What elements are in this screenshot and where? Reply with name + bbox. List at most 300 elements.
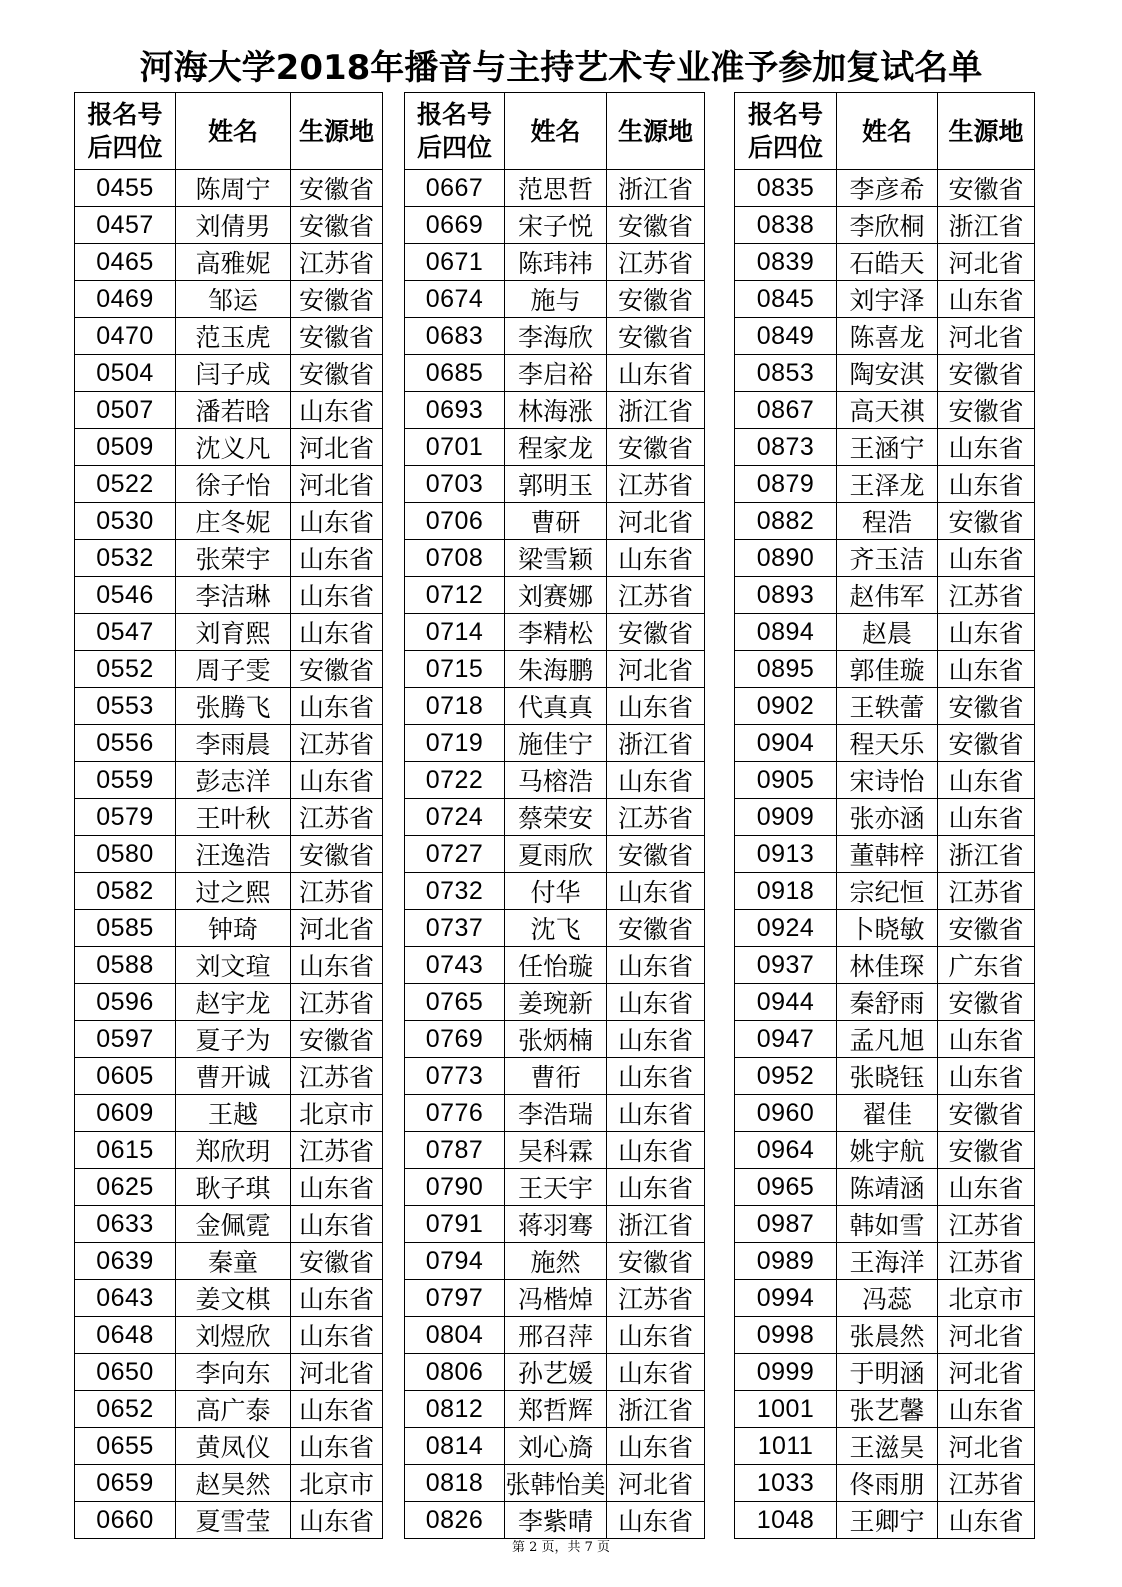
cell-origin: 北京市 — [291, 1095, 383, 1132]
cell-registration-id: 0667 — [405, 170, 505, 207]
cell-origin: 浙江省 — [607, 1206, 705, 1243]
table-row — [735, 799, 1035, 836]
cell-origin: 山东省 — [291, 392, 383, 429]
cell-origin: 安徽省 — [291, 1021, 383, 1058]
page-footer: 第 2 页，共 7 页 — [511, 1540, 611, 1555]
cell-registration-id: 1048 — [735, 1502, 837, 1539]
cell-origin: 山东省 — [291, 540, 383, 577]
cell-name: 张炳楠 — [505, 1021, 607, 1058]
table-row — [405, 1132, 705, 1169]
cell-registration-id: 0769 — [405, 1021, 505, 1058]
cell-origin: 江苏省 — [938, 1206, 1035, 1243]
cell-registration-id: 0685 — [405, 355, 505, 392]
table-row — [405, 947, 705, 984]
table-row — [405, 281, 705, 318]
roster-table-3 — [734, 92, 1035, 1539]
col-header-id-line1: 报名号 — [87, 100, 163, 129]
cell-name: 李海欣 — [505, 318, 607, 355]
table-row — [75, 503, 383, 540]
cell-registration-id: 0853 — [735, 355, 837, 392]
cell-registration-id: 0615 — [75, 1132, 176, 1169]
cell-registration-id: 0960 — [735, 1095, 837, 1132]
table-row — [735, 651, 1035, 688]
cell-origin: 安徽省 — [291, 355, 383, 392]
cell-name: 李启裕 — [505, 355, 607, 392]
table-row — [75, 1021, 383, 1058]
table-row — [75, 947, 383, 984]
cell-name: 李欣桐 — [837, 207, 938, 244]
cell-registration-id: 0918 — [735, 873, 837, 910]
table-row — [75, 910, 383, 947]
cell-origin: 山东省 — [291, 688, 383, 725]
cell-name: 王轶蕾 — [837, 688, 938, 725]
table-row — [405, 910, 705, 947]
cell-origin: 安徽省 — [607, 836, 705, 873]
cell-name: 刘倩男 — [176, 207, 291, 244]
cell-name: 陈周宁 — [176, 170, 291, 207]
cell-origin: 山东省 — [938, 762, 1035, 799]
col-header-id-line2: 后四位 — [747, 133, 823, 162]
cell-registration-id: 0732 — [405, 873, 505, 910]
cell-registration-id: 0650 — [75, 1354, 176, 1391]
cell-name: 高雅妮 — [176, 244, 291, 281]
table-row — [405, 540, 705, 577]
cell-name: 郭明玉 — [505, 466, 607, 503]
table-row — [735, 1317, 1035, 1354]
cell-origin: 安徽省 — [938, 170, 1035, 207]
cell-registration-id: 0797 — [405, 1280, 505, 1317]
table-row — [735, 1280, 1035, 1317]
cell-registration-id: 0639 — [75, 1243, 176, 1280]
cell-origin: 山东省 — [607, 355, 705, 392]
cell-origin: 江苏省 — [607, 466, 705, 503]
table-row — [735, 429, 1035, 466]
table-row — [405, 1169, 705, 1206]
cell-origin: 安徽省 — [607, 1243, 705, 1280]
table-row — [405, 170, 705, 207]
cell-name: 石皓天 — [837, 244, 938, 281]
cell-origin: 山东省 — [607, 688, 705, 725]
cell-origin: 山东省 — [938, 614, 1035, 651]
cell-name: 夏子为 — [176, 1021, 291, 1058]
cell-origin: 山东省 — [607, 984, 705, 1021]
table-row — [405, 1317, 705, 1354]
table-row — [735, 762, 1035, 799]
table-row — [75, 1502, 383, 1539]
cell-registration-id: 0765 — [405, 984, 505, 1021]
cell-registration-id: 0904 — [735, 725, 837, 762]
table-row — [735, 1206, 1035, 1243]
cell-registration-id: 0596 — [75, 984, 176, 1021]
cell-origin: 广东省 — [938, 947, 1035, 984]
cell-origin: 江苏省 — [607, 799, 705, 836]
cell-name: 高天祺 — [837, 392, 938, 429]
cell-registration-id: 0944 — [735, 984, 837, 1021]
cell-name: 刘宇泽 — [837, 281, 938, 318]
cell-name: 刘心旖 — [505, 1428, 607, 1465]
cell-origin: 河北省 — [291, 1354, 383, 1391]
roster-table-2 — [404, 92, 705, 1539]
cell-origin: 安徽省 — [938, 1095, 1035, 1132]
cell-name: 沈义凡 — [176, 429, 291, 466]
cell-origin: 山东省 — [291, 1169, 383, 1206]
cell-registration-id: 0893 — [735, 577, 837, 614]
table-row — [75, 392, 383, 429]
cell-name: 刘育熙 — [176, 614, 291, 651]
cell-name: 邹运 — [176, 281, 291, 318]
cell-registration-id: 1001 — [735, 1391, 837, 1428]
col-header-id — [405, 93, 505, 170]
table-row — [735, 1058, 1035, 1095]
table-row — [75, 1095, 383, 1132]
cell-registration-id: 0712 — [405, 577, 505, 614]
table-row — [735, 614, 1035, 651]
cell-name: 张腾飞 — [176, 688, 291, 725]
table-row — [75, 318, 383, 355]
cell-registration-id: 0964 — [735, 1132, 837, 1169]
cell-origin: 江苏省 — [607, 1280, 705, 1317]
table-row — [405, 799, 705, 836]
cell-name: 卜晓敏 — [837, 910, 938, 947]
cell-origin: 山东省 — [607, 947, 705, 984]
cell-registration-id: 0655 — [75, 1428, 176, 1465]
cell-name: 陈靖涵 — [837, 1169, 938, 1206]
cell-origin: 安徽省 — [607, 207, 705, 244]
cell-registration-id: 0588 — [75, 947, 176, 984]
table-row — [405, 1243, 705, 1280]
cell-name: 林海涨 — [505, 392, 607, 429]
cell-name: 蔡荣安 — [505, 799, 607, 836]
cell-origin: 山东省 — [938, 281, 1035, 318]
table-row — [735, 577, 1035, 614]
cell-registration-id: 0722 — [405, 762, 505, 799]
cell-registration-id: 0579 — [75, 799, 176, 836]
cell-origin: 山东省 — [607, 1502, 705, 1539]
cell-origin: 山东省 — [291, 762, 383, 799]
cell-origin: 山东省 — [291, 1428, 383, 1465]
table-row — [405, 651, 705, 688]
cell-name: 夏雨欣 — [505, 836, 607, 873]
table-row — [75, 725, 383, 762]
cell-registration-id: 0826 — [405, 1502, 505, 1539]
table-header-row — [735, 93, 1035, 170]
table-row — [75, 281, 383, 318]
cell-registration-id: 0660 — [75, 1502, 176, 1539]
col-header-id — [735, 93, 837, 170]
cell-registration-id: 0937 — [735, 947, 837, 984]
cell-name: 翟佳 — [837, 1095, 938, 1132]
table-row — [405, 392, 705, 429]
cell-registration-id: 0727 — [405, 836, 505, 873]
table-row — [735, 318, 1035, 355]
cell-name: 蒋羽骞 — [505, 1206, 607, 1243]
table-row — [405, 1280, 705, 1317]
cell-origin: 浙江省 — [938, 207, 1035, 244]
cell-name: 庄冬妮 — [176, 503, 291, 540]
cell-registration-id: 0794 — [405, 1243, 505, 1280]
cell-registration-id: 0998 — [735, 1317, 837, 1354]
cell-registration-id: 0715 — [405, 651, 505, 688]
cell-registration-id: 0718 — [405, 688, 505, 725]
cell-name: 张艺馨 — [837, 1391, 938, 1428]
cell-registration-id: 0894 — [735, 614, 837, 651]
cell-name: 郑哲辉 — [505, 1391, 607, 1428]
cell-origin: 山东省 — [607, 1317, 705, 1354]
cell-name: 孟凡旭 — [837, 1021, 938, 1058]
cell-registration-id: 0895 — [735, 651, 837, 688]
cell-origin: 江苏省 — [291, 244, 383, 281]
cell-registration-id: 0509 — [75, 429, 176, 466]
cell-registration-id: 0605 — [75, 1058, 176, 1095]
table-row — [75, 984, 383, 1021]
cell-registration-id: 0674 — [405, 281, 505, 318]
table-row — [735, 1169, 1035, 1206]
table-row — [75, 577, 383, 614]
table-row — [405, 1391, 705, 1428]
cell-registration-id: 0812 — [405, 1391, 505, 1428]
cell-name: 于明涵 — [837, 1354, 938, 1391]
table-row — [405, 1206, 705, 1243]
cell-name: 刘文瑄 — [176, 947, 291, 984]
cell-origin: 安徽省 — [938, 725, 1035, 762]
cell-registration-id: 0652 — [75, 1391, 176, 1428]
cell-origin: 山东省 — [291, 503, 383, 540]
cell-name: 孙艺媛 — [505, 1354, 607, 1391]
table-row — [75, 466, 383, 503]
cell-origin: 北京市 — [938, 1280, 1035, 1317]
roster-table-1 — [74, 92, 383, 1539]
cell-name: 钟琦 — [176, 910, 291, 947]
col-header-name: 姓名 — [176, 93, 291, 170]
table-row — [735, 1354, 1035, 1391]
cell-origin: 山东省 — [607, 1169, 705, 1206]
cell-name: 宗纪恒 — [837, 873, 938, 910]
cell-name: 董韩梓 — [837, 836, 938, 873]
cell-name: 沈飞 — [505, 910, 607, 947]
table-row — [405, 318, 705, 355]
table-row — [405, 984, 705, 1021]
cell-registration-id: 0952 — [735, 1058, 837, 1095]
cell-registration-id: 0643 — [75, 1280, 176, 1317]
table-row — [735, 1095, 1035, 1132]
cell-name: 张荣宇 — [176, 540, 291, 577]
cell-registration-id: 0470 — [75, 318, 176, 355]
cell-origin: 河北省 — [938, 1354, 1035, 1391]
table-row — [735, 1465, 1035, 1502]
table-row — [75, 614, 383, 651]
cell-registration-id: 0522 — [75, 466, 176, 503]
table-row — [75, 244, 383, 281]
cell-origin: 山东省 — [607, 762, 705, 799]
col-header-origin: 生源地 — [291, 93, 383, 170]
table-row — [75, 799, 383, 836]
table-row — [75, 429, 383, 466]
table-row — [405, 836, 705, 873]
cell-origin: 安徽省 — [607, 281, 705, 318]
table-row — [405, 688, 705, 725]
cell-registration-id: 0457 — [75, 207, 176, 244]
cell-name: 李雨晨 — [176, 725, 291, 762]
cell-origin: 江苏省 — [291, 1058, 383, 1095]
cell-origin: 安徽省 — [291, 281, 383, 318]
cell-origin: 山东省 — [291, 947, 383, 984]
cell-name: 彭志洋 — [176, 762, 291, 799]
table-row — [405, 1502, 705, 1539]
cell-origin: 山东省 — [938, 1502, 1035, 1539]
table-row — [75, 1391, 383, 1428]
cell-registration-id: 0703 — [405, 466, 505, 503]
cell-origin: 山东省 — [291, 1317, 383, 1354]
cell-origin: 河北省 — [607, 1465, 705, 1502]
cell-registration-id: 0553 — [75, 688, 176, 725]
cell-registration-id: 0913 — [735, 836, 837, 873]
table-row — [75, 1243, 383, 1280]
table-header-row — [75, 93, 383, 170]
cell-registration-id: 0659 — [75, 1465, 176, 1502]
table-row — [735, 910, 1035, 947]
cell-registration-id: 0609 — [75, 1095, 176, 1132]
table-row — [405, 614, 705, 651]
cell-name: 刘赛娜 — [505, 577, 607, 614]
table-row — [735, 1243, 1035, 1280]
col-header-origin: 生源地 — [607, 93, 705, 170]
cell-name: 李洁琳 — [176, 577, 291, 614]
table-row — [735, 281, 1035, 318]
cell-name: 王越 — [176, 1095, 291, 1132]
cell-registration-id: 0648 — [75, 1317, 176, 1354]
cell-name: 徐子怡 — [176, 466, 291, 503]
cell-registration-id: 0890 — [735, 540, 837, 577]
cell-registration-id: 0546 — [75, 577, 176, 614]
cell-origin: 安徽省 — [938, 1132, 1035, 1169]
table-row — [405, 244, 705, 281]
table-row — [405, 503, 705, 540]
cell-origin: 山东省 — [938, 1058, 1035, 1095]
cell-registration-id: 0706 — [405, 503, 505, 540]
cell-registration-id: 0737 — [405, 910, 505, 947]
cell-registration-id: 0671 — [405, 244, 505, 281]
table-row — [735, 1132, 1035, 1169]
cell-name: 王天宇 — [505, 1169, 607, 1206]
cell-origin: 浙江省 — [607, 392, 705, 429]
cell-name: 潘若晗 — [176, 392, 291, 429]
cell-origin: 山东省 — [607, 1354, 705, 1391]
cell-origin: 山东省 — [607, 1021, 705, 1058]
col-header-origin: 生源地 — [938, 93, 1035, 170]
cell-registration-id: 0597 — [75, 1021, 176, 1058]
cell-name: 宋子悦 — [505, 207, 607, 244]
table-row — [75, 836, 383, 873]
cell-origin: 安徽省 — [938, 392, 1035, 429]
cell-name: 秦舒雨 — [837, 984, 938, 1021]
cell-name: 郭佳璇 — [837, 651, 938, 688]
table-row — [405, 873, 705, 910]
cell-registration-id: 0790 — [405, 1169, 505, 1206]
cell-registration-id: 0839 — [735, 244, 837, 281]
cell-origin: 山东省 — [938, 799, 1035, 836]
cell-origin: 江苏省 — [938, 577, 1035, 614]
table-row — [735, 836, 1035, 873]
table-row — [735, 355, 1035, 392]
cell-registration-id: 0743 — [405, 947, 505, 984]
col-header-id-line1: 报名号 — [416, 100, 492, 129]
cell-name: 闫子成 — [176, 355, 291, 392]
cell-name: 夏雪莹 — [176, 1502, 291, 1539]
cell-origin: 安徽省 — [938, 355, 1035, 392]
cell-origin: 河北省 — [291, 910, 383, 947]
cell-name: 范思哲 — [505, 170, 607, 207]
cell-origin: 河北省 — [938, 244, 1035, 281]
cell-name: 任怡璇 — [505, 947, 607, 984]
table-row — [735, 170, 1035, 207]
cell-origin: 山东省 — [607, 540, 705, 577]
cell-name: 李向东 — [176, 1354, 291, 1391]
table-row — [75, 207, 383, 244]
cell-name: 高广泰 — [176, 1391, 291, 1428]
cell-registration-id: 0582 — [75, 873, 176, 910]
cell-origin: 河北省 — [607, 651, 705, 688]
cell-origin: 江苏省 — [291, 1132, 383, 1169]
cell-origin: 山东省 — [291, 614, 383, 651]
table-row — [75, 1132, 383, 1169]
cell-name: 赵晨 — [837, 614, 938, 651]
cell-name: 张亦涵 — [837, 799, 938, 836]
col-header-name: 姓名 — [837, 93, 938, 170]
cell-registration-id: 0708 — [405, 540, 505, 577]
cell-registration-id: 0465 — [75, 244, 176, 281]
cell-origin: 山东省 — [607, 873, 705, 910]
cell-origin: 山东省 — [607, 1132, 705, 1169]
cell-registration-id: 0556 — [75, 725, 176, 762]
cell-origin: 安徽省 — [291, 651, 383, 688]
cell-registration-id: 0818 — [405, 1465, 505, 1502]
table-row — [735, 207, 1035, 244]
cell-name: 曹开诚 — [176, 1058, 291, 1095]
table-row — [405, 1021, 705, 1058]
cell-name: 朱海鹏 — [505, 651, 607, 688]
table-row — [405, 1354, 705, 1391]
cell-registration-id: 0989 — [735, 1243, 837, 1280]
table-row — [405, 1058, 705, 1095]
cell-origin: 江苏省 — [291, 799, 383, 836]
table-row — [735, 725, 1035, 762]
cell-registration-id: 0909 — [735, 799, 837, 836]
cell-origin: 山东省 — [607, 1428, 705, 1465]
cell-origin: 山东省 — [938, 651, 1035, 688]
table-row — [405, 1465, 705, 1502]
table-row — [735, 244, 1035, 281]
cell-name: 秦童 — [176, 1243, 291, 1280]
table-row — [75, 688, 383, 725]
cell-origin: 浙江省 — [607, 725, 705, 762]
table-row — [735, 688, 1035, 725]
cell-registration-id: 0552 — [75, 651, 176, 688]
cell-name: 施与 — [505, 281, 607, 318]
cell-origin: 江苏省 — [607, 577, 705, 614]
cell-name: 韩如雪 — [837, 1206, 938, 1243]
cell-origin: 山东省 — [938, 1391, 1035, 1428]
cell-name: 李精松 — [505, 614, 607, 651]
cell-registration-id: 0905 — [735, 762, 837, 799]
cell-name: 刘煜欣 — [176, 1317, 291, 1354]
cell-origin: 江苏省 — [291, 725, 383, 762]
cell-name: 王涵宁 — [837, 429, 938, 466]
cell-origin: 安徽省 — [607, 318, 705, 355]
cell-registration-id: 0683 — [405, 318, 505, 355]
cell-name: 姜琬新 — [505, 984, 607, 1021]
cell-origin: 安徽省 — [607, 910, 705, 947]
table-row — [75, 170, 383, 207]
